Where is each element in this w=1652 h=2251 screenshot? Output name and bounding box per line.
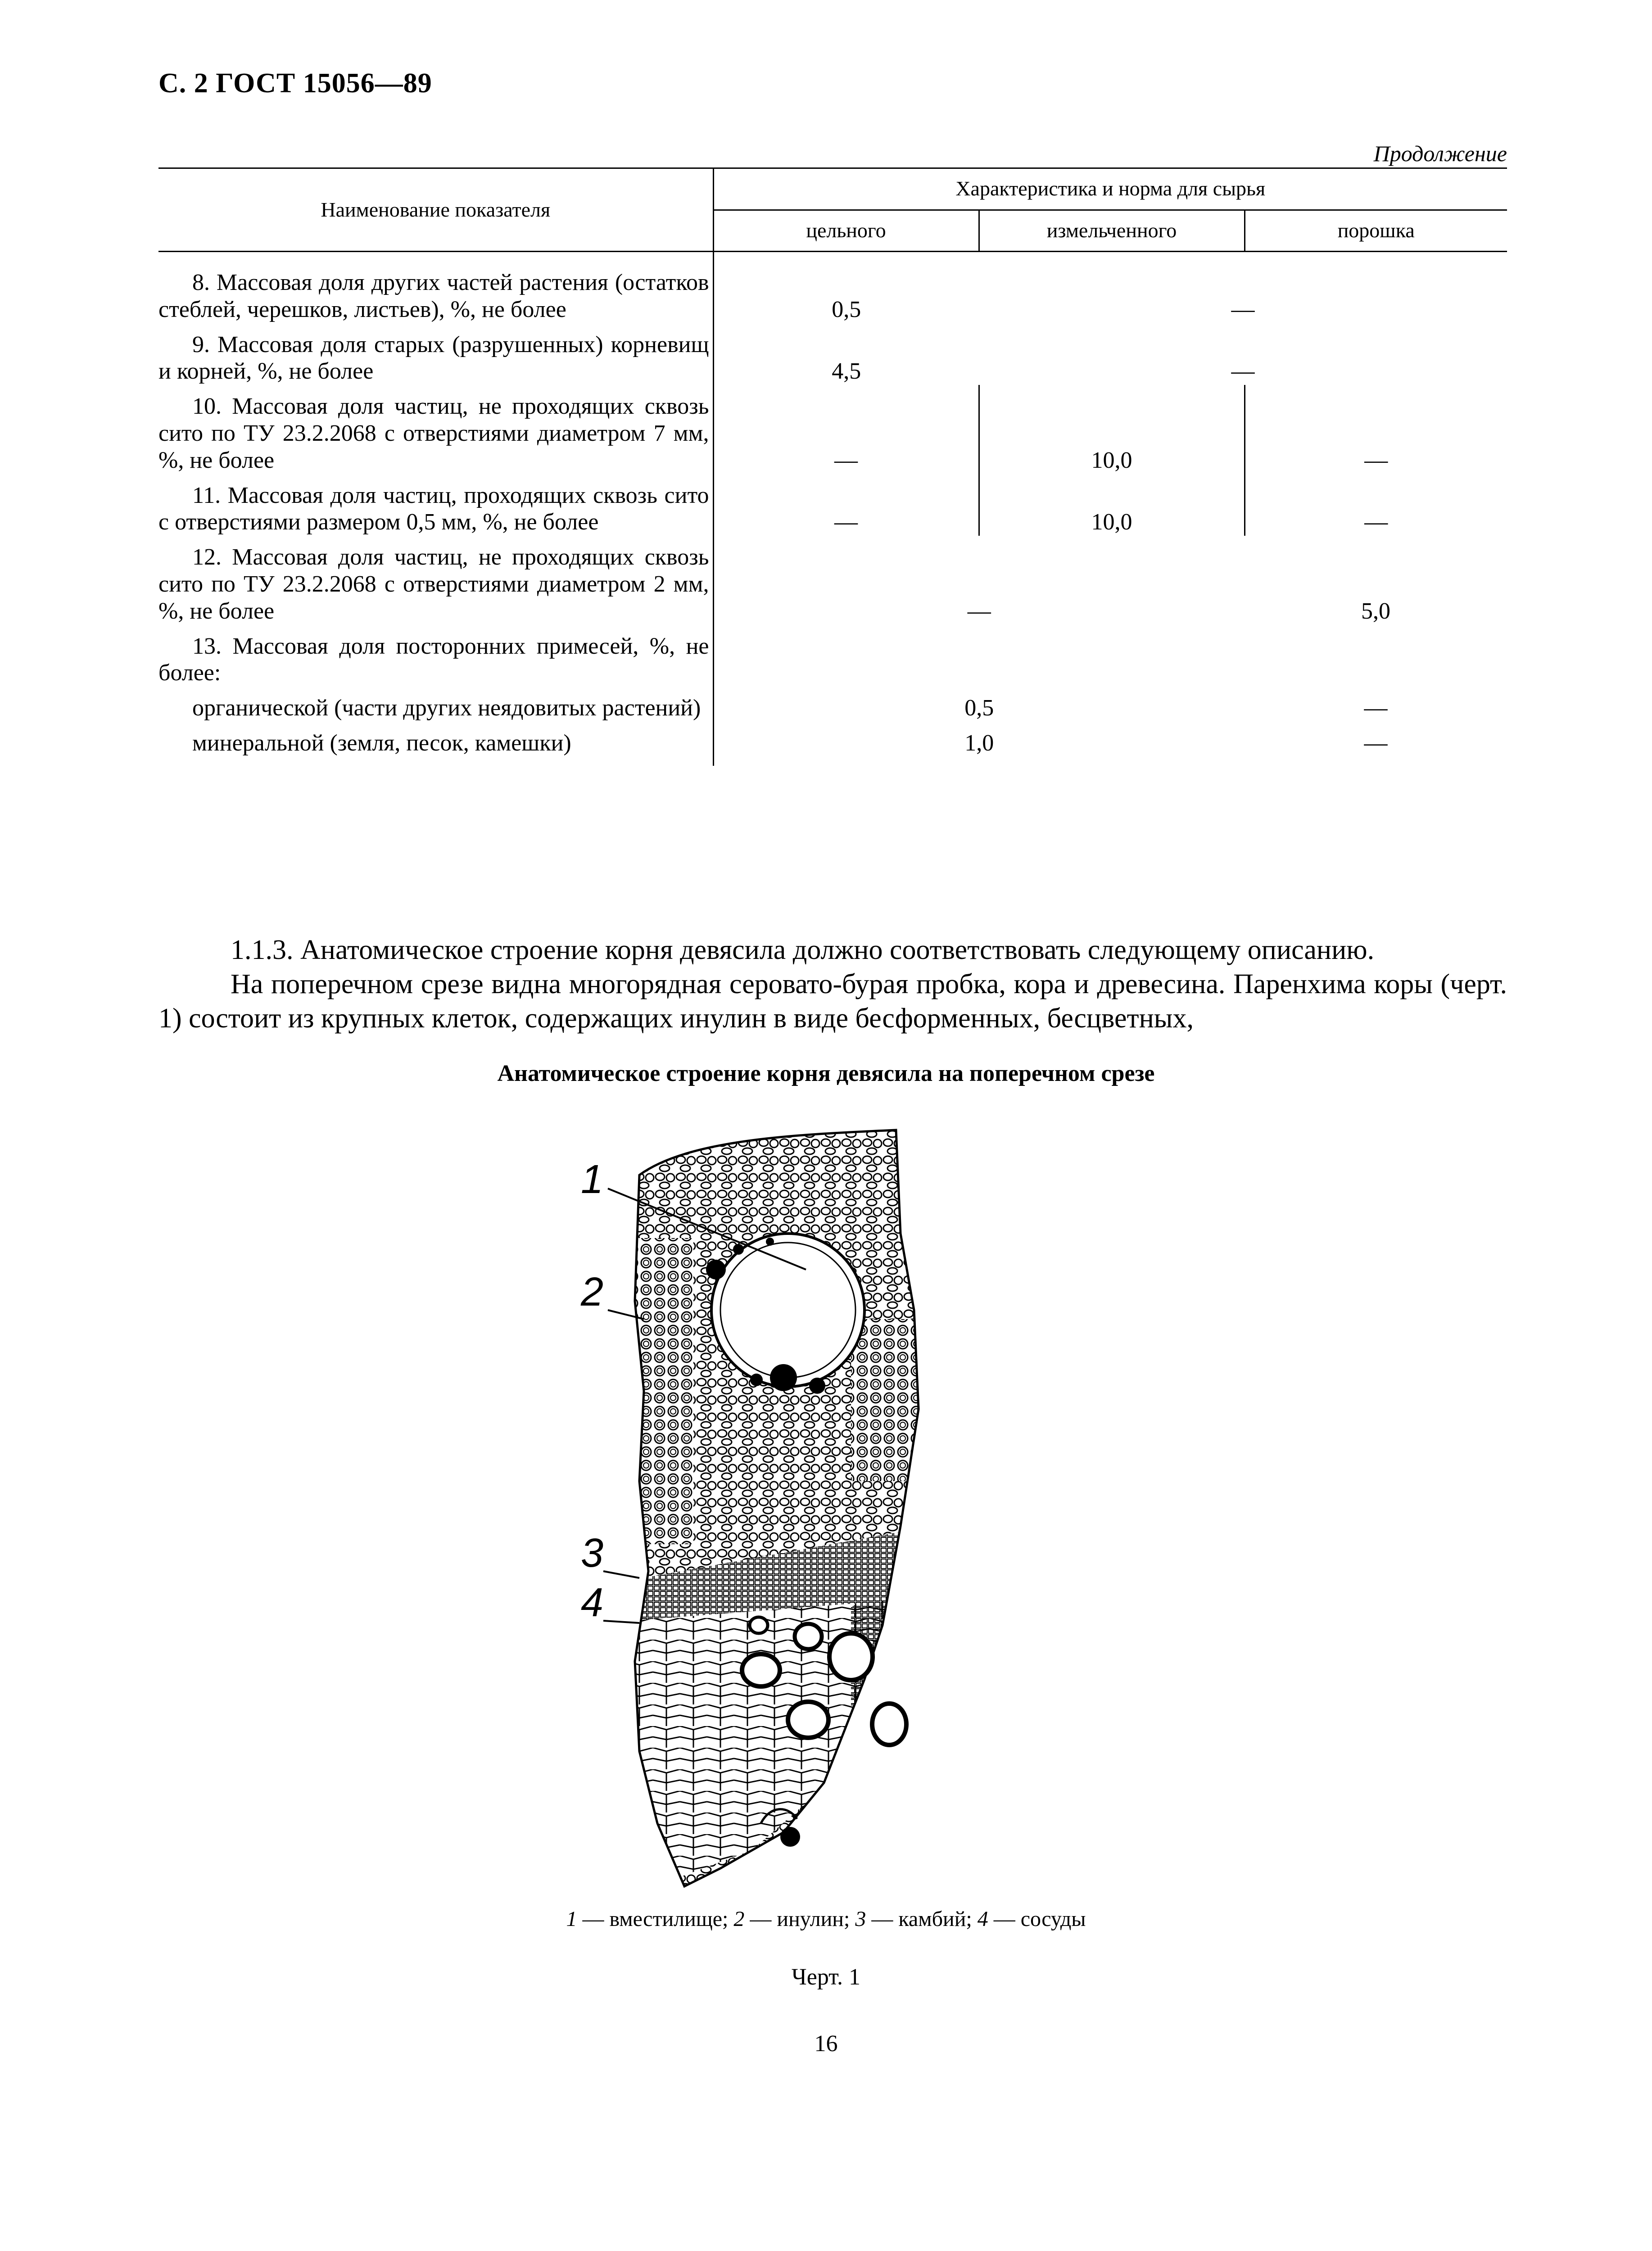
- figure-caption: Черт. 1: [791, 1964, 860, 1990]
- header-whole: цельного: [713, 210, 979, 252]
- table-row: 8. Массовая доля других частей растения (остатков стеблей, черешков, листьев), %, не более 0,5 —: [158, 252, 1507, 323]
- paragraph-1-1-3: 1.1.3. Анатомическое строение корня девясила должно соответствовать следующему описанию.: [231, 935, 1375, 965]
- header-crushed: измельченного: [979, 210, 1245, 252]
- continuation-label: Продолжение: [1373, 141, 1507, 166]
- paragraph-description: На поперечном срезе видна многорядная серовато-бурая пробка, кора и древесина. Паренхима коры (черт. 1) состоит из крупных клеток, содержащих инулин в виде бесформенных, бесцветных,: [158, 969, 1507, 1034]
- table-row: минеральной (земля, песок, камешки) 1,0 —: [158, 722, 1507, 766]
- header-powder: порошка: [1245, 210, 1507, 252]
- figure-label-4: 4: [581, 1580, 604, 1625]
- table-row: 11. Массовая доля частиц, проходящих сквозь сито с отверстиями размером 0,5 мм, %, не более — 10,0 —: [158, 474, 1507, 536]
- table-row: 9. Массовая доля старых (разрушенных) корневищ и корней, %, не более 4,5 —: [158, 323, 1507, 385]
- root-cross-section-drawing: [572, 1121, 1094, 1895]
- figure-title: Анатомическое строение корня девясила на поперечном срезе: [497, 1061, 1155, 1086]
- figure-label-1: 1: [581, 1157, 604, 1202]
- table-row: 13. Массовая доля посторонних примесей, %, не более:: [158, 625, 1507, 687]
- figure-label-3: 3: [581, 1531, 604, 1576]
- figure-label-2: 2: [581, 1270, 604, 1315]
- page-number: 16: [814, 2031, 838, 2057]
- page-header: С. 2 ГОСТ 15056—89: [158, 68, 432, 99]
- table-row: органической (части других неядовитых растений) 0,5 —: [158, 687, 1507, 722]
- table-row: 10. Массовая доля частиц, не проходящих сквозь сито по ТУ 23.2.2068 с отверстиями диаметром 7 мм, %, не более — 10,0 —: [158, 385, 1507, 474]
- header-raw-material-group: Характеристика и норма для сырья: [713, 168, 1507, 210]
- figure-legend: 1 — вместилище; 2 — инулин; 3 — камбий; 4 — сосуды: [566, 1907, 1086, 1931]
- table-row: 12. Массовая доля частиц, не проходящих сквозь сито по ТУ 23.2.2068 с отверстиями диаметром 2 мм, %, не более — 5,0: [158, 536, 1507, 624]
- requirements-table: [158, 167, 1507, 766]
- body-text: [158, 933, 1507, 1035]
- header-indicator-name: Наименование показателя: [158, 168, 713, 252]
